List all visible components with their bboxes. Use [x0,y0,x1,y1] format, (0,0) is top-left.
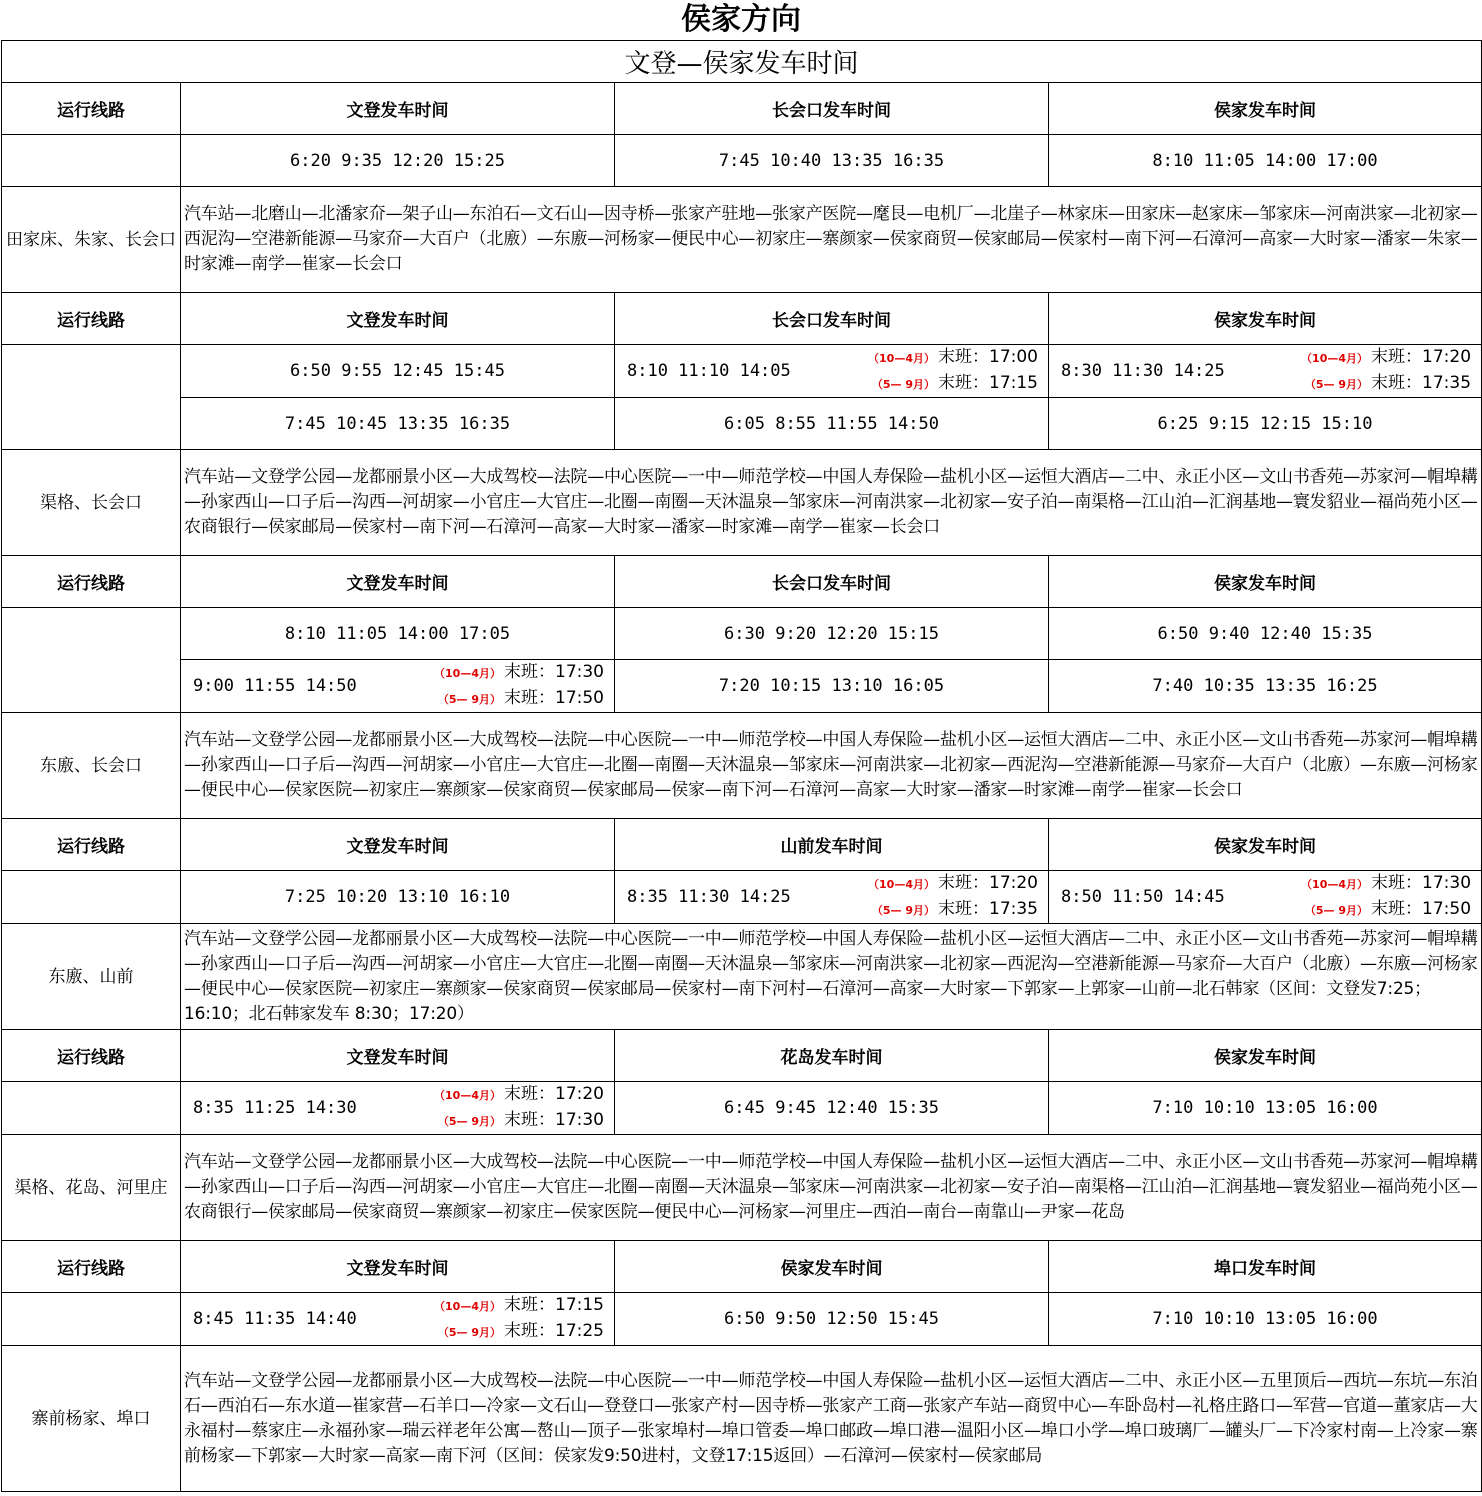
column-header: 侯家发车时间 [615,1241,1049,1293]
last-bus-time: 末班：17:35 [938,899,1038,919]
departure-times: 7:25 10:20 13:10 16:10 [284,887,511,907]
last-bus-info [1301,871,1471,923]
departure-times-with-last [615,345,1048,397]
blank-cell [2,1293,181,1346]
page-title: 侯家方向 [681,2,801,37]
blank-cell [2,345,181,450]
departure-times: 7:10 10:10 13:05 16:00 [1152,1309,1378,1329]
route-name: 渠格、花岛、河里庄 [2,1135,181,1241]
departure-times: 6:20 9:35 12:20 15:25 [290,150,505,171]
departure-times-cell [1049,660,1482,713]
time-row [2,345,1482,398]
column-header: 长会口发车时间 [615,83,1049,135]
departure-times-cell [1049,398,1482,450]
departure-times: 7:20 10:15 13:10 16:05 [718,676,945,696]
last-bus-line [434,1108,604,1134]
departure-times: 6:25 9:15 12:15 15:10 [1157,413,1373,434]
header-row [2,1241,1482,1293]
route-row [2,1135,1482,1241]
last-bus-line [1301,871,1471,897]
route-label: 运行线路 [2,819,181,871]
last-bus-line [868,371,1038,397]
departure-times-cell [615,345,1049,398]
column-header: 侯家发车时间 [1049,819,1482,871]
route-stops: 汽车站—北磨山—北潘家夼—架子山—东泊石—文石山—因寺桥—张家产驻地—张家产医院—麾艮—电机厂—北崖子—林家床—田家床—赵家床—邹家床—河南洪家—北初家—西泥沟—空港新能源—马家夼—大百户（北廒）—东廒—河杨家—便民中心—初家庄—寨颜家—侯家商贸—侯家邮局—侯家村—南下河—石漳河—高家—大时家—潘家—朱家—时家滩—南学—崔家—长会口 [181,187,1482,293]
column-header: 山前发车时间 [615,819,1049,871]
departure-times-cell [615,660,1049,713]
season-badge: （10—4月） [1301,878,1369,891]
departure-times: 8:30 11:30 14:25 [1061,361,1225,381]
departure-times: 7:40 10:35 13:35 16:25 [1152,676,1378,696]
route-label: 运行线路 [2,83,181,135]
departure-times-cell [181,1082,615,1135]
departure-times-cell [181,871,615,924]
departure-times: 6:45 9:45 12:40 15:35 [724,1098,939,1118]
column-header: 长会口发车时间 [615,293,1049,345]
departure-times-cell [615,135,1049,187]
departure-times-cell [181,1293,615,1346]
column-header: 文登发车时间 [181,1241,615,1293]
last-bus-line [434,1319,604,1345]
departure-times-with-last [615,871,1048,923]
schedule-table [1,40,1482,1492]
route-stops: 汽车站—文登学公园—龙都丽景小区—大成驾校—法院—中心医院—一中—师范学校—中国人寿保险—盐机小区—运恒大酒店—二中、永正小区—文山书香苑—苏家河—帽埠耩—孙家西山—口子后—沟西—河胡家—小官庄—大官庄—北圈—南圈—天沐温泉—邹家床—河南洪家—北初家—西泥沟—空港新能源—马家夼—大百户（北廒）—东廒—河杨家—便民中心—侯家医院—初家庄—寨颜家—侯家商贸—侯家邮局—侯家—南下河—石漳河—高家—大时家—潘家—时家滩—南学—崔家—长会口 [181,713,1482,819]
last-bus-line [434,1082,604,1108]
last-bus-time: 末班：17:30 [504,1110,604,1130]
season-badge: （5— 9月） [437,1115,501,1128]
departure-times-cell [181,135,615,187]
departure-times-with-last [181,1293,614,1345]
departure-times-cell [615,608,1049,660]
last-bus-time: 末班：17:00 [938,347,1038,367]
last-bus-line [434,686,604,712]
last-bus-line [868,871,1038,897]
last-bus-time: 末班：17:35 [1371,373,1472,393]
last-bus-time: 末班：17:50 [1371,899,1472,919]
last-bus-time: 末班：17:25 [504,1321,604,1341]
last-bus-line [1301,345,1471,371]
departure-times-cell [615,1082,1049,1135]
last-bus-time: 末班：17:15 [938,373,1038,393]
last-bus-info [868,345,1038,397]
departure-times-cell [615,871,1049,924]
route-name: 东廒、山前 [2,924,181,1030]
route-label: 运行线路 [2,1241,181,1293]
time-row [2,135,1482,187]
last-bus-time: 末班：17:15 [504,1295,604,1315]
season-badge: （5— 9月） [1304,378,1369,391]
blank-cell [2,135,181,187]
departure-times-cell [1049,608,1482,660]
departure-times: 6:50 9:50 12:50 15:45 [724,1309,939,1329]
route-row [2,924,1482,1030]
departure-times: 6:05 8:55 11:55 14:50 [724,413,939,434]
departure-times-with-last [1049,871,1481,923]
route-stops: 汽车站—文登学公园—龙都丽景小区—大成驾校—法院—中心医院—一中—师范学校—中国人寿保险—盐机小区—运恒大酒店—二中、永正小区—文山书香苑—苏家河—帽埠耩—孙家西山—口子后—沟西—河胡家—小官庄—大官庄—北圈—南圈—天沐温泉—邹家床—河南洪家—北初家—安子泊—南渠格—江山泊—汇润基地—寰发貂业—福尚苑小区—农商银行—侯家邮局—侯家商贸—寨颜家—初家庄—侯家医院—便民中心—河杨家—河里庄—西泊—南台—南靠山—尹家—花岛 [181,1135,1482,1241]
departure-times: 7:45 10:45 13:35 16:35 [284,413,511,434]
last-bus-time: 末班：17:30 [1371,873,1472,893]
route-row [2,1346,1482,1492]
route-name: 渠格、长会口 [2,450,181,556]
last-bus-info [1301,345,1471,397]
time-row [2,608,1482,660]
last-bus-info [434,1082,604,1134]
last-bus-line [868,345,1038,371]
last-bus-line [1301,897,1471,923]
time-row [2,1293,1482,1346]
column-header: 侯家发车时间 [1049,83,1482,135]
time-row [2,660,1482,713]
departure-times: 8:10 11:05 14:00 17:00 [1152,150,1378,171]
column-header: 侯家发车时间 [1049,1030,1482,1082]
last-bus-time: 末班：17:20 [1371,347,1472,367]
last-bus-time: 末班：17:30 [504,662,604,682]
column-header: 文登发车时间 [181,556,615,608]
season-badge: （5— 9月） [437,1326,501,1339]
last-bus-line [434,1293,604,1319]
departure-times: 8:10 11:05 14:00 17:05 [284,623,511,644]
last-bus-info [434,1293,604,1345]
column-header: 文登发车时间 [181,1030,615,1082]
departure-times-cell [181,608,615,660]
header-row [2,819,1482,871]
departure-times: 7:45 10:40 13:35 16:35 [718,150,945,171]
departure-times: 7:10 10:10 13:05 16:00 [1152,1098,1378,1118]
time-row [2,398,1482,450]
time-row [2,871,1482,924]
season-badge: （10—4月） [1301,352,1369,365]
route-row [2,713,1482,819]
route-row [2,187,1482,293]
departure-times-cell [1049,345,1482,398]
season-badge: （5— 9月） [871,378,935,391]
departure-times-cell [1049,135,1482,187]
route-label: 运行线路 [2,556,181,608]
route-stops: 汽车站—文登学公园—龙都丽景小区—大成驾校—法院—中心医院—一中—师范学校—中国人寿保险—盐机小区—运恒大酒店—二中、永正小区—文山书香苑—苏家河—帽埠耩—孙家西山—口子后—沟西—河胡家—小官庄—大官庄—北圈—南圈—天沐温泉—邹家床—河南洪家—北初家—安子泊—南渠格—江山泊—汇润基地—寰发貂业—福尚苑小区—农商银行—侯家邮局—侯家村—南下河—石漳河—高家—大时家—潘家—时家滩—南学—崔家—长会口 [181,450,1482,556]
season-badge: （10—4月） [868,878,935,891]
departure-times-cell [1049,871,1482,924]
time-row [2,1082,1482,1135]
route-stops: 汽车站—文登学公园—龙都丽景小区—大成驾校—法院—中心医院—一中—师范学校—中国人寿保险—盐机小区—运恒大酒店—二中、永正小区—五里顶后—西坑—东坑—东泊石—西泊石—东水道—崔家营—石羊口—冷家—文石山—登登口—张家产村—因寺桥—张家产工商—张家产车站—商贸中心—车卧岛村—礼格庄路口—军营—官道—董家店—大永福村—蔡家庄—永福孙家—瑞云祥老年公寓—嶅山—顶子—张家埠村—埠口管委—埠口邮政—埠口港—温阳小区—埠口小学—埠口玻璃厂—罐头厂—下冷家村南—上冷家—寨前杨家—下郭家—大时家—高家—南下河（区间：侯家发9:50进村，文登17:15返回）—石漳河—侯家村—侯家邮局 [181,1346,1482,1492]
route-row [2,450,1482,556]
column-header: 文登发车时间 [181,819,615,871]
season-badge: （10—4月） [868,352,935,365]
blank-cell [2,1082,181,1135]
departure-times: 8:10 11:10 14:05 [627,361,791,381]
header-row [2,293,1482,345]
column-header: 文登发车时间 [181,83,615,135]
departure-times: 6:50 9:40 12:40 15:35 [1157,623,1373,644]
last-bus-info [868,871,1038,923]
last-bus-time: 末班：17:20 [504,1084,604,1104]
season-badge: （5— 9月） [871,904,935,917]
departure-times-cell [615,398,1049,450]
departure-times: 8:50 11:50 14:45 [1061,887,1225,907]
header-row [2,556,1482,608]
last-bus-line [1301,371,1471,397]
column-header: 文登发车时间 [181,293,615,345]
header-row [2,83,1482,135]
route-label: 运行线路 [2,293,181,345]
last-bus-time: 末班：17:20 [938,873,1038,893]
departure-times-cell [181,398,615,450]
departure-times: 9:00 11:55 14:50 [193,676,357,696]
departure-times-cell [181,345,615,398]
route-name: 寨前杨家、埠口 [2,1346,181,1492]
departure-times-with-last [181,1082,614,1134]
column-header: 侯家发车时间 [1049,293,1482,345]
departure-times: 8:35 11:25 14:30 [193,1098,357,1118]
blank-cell [2,608,181,713]
season-badge: （10—4月） [434,1300,501,1313]
season-badge: （10—4月） [434,667,501,680]
schedule-subtitle: 文登—侯家发车时间 [2,41,1482,83]
route-name: 田家床、朱家、长会口 [2,187,181,293]
season-badge: （5— 9月） [437,693,501,706]
departure-times-cell [1049,1293,1482,1346]
route-name: 东廒、长会口 [2,713,181,819]
season-badge: （10—4月） [434,1089,501,1102]
departure-times-cell [181,660,615,713]
header-row [2,1030,1482,1082]
departure-times-cell [615,1293,1049,1346]
departure-times-with-last [1049,345,1481,397]
departure-times-cell [1049,1082,1482,1135]
departure-times: 6:50 9:55 12:45 15:45 [290,361,505,381]
last-bus-info [434,660,604,712]
last-bus-line [434,660,604,686]
column-header: 花岛发车时间 [615,1030,1049,1082]
departure-times: 8:35 11:30 14:25 [627,887,791,907]
departure-times: 8:45 11:35 14:40 [193,1309,357,1329]
column-header: 埠口发车时间 [1049,1241,1482,1293]
season-badge: （5— 9月） [1304,904,1369,917]
departure-times: 6:30 9:20 12:20 15:15 [724,623,939,644]
last-bus-line [868,897,1038,923]
blank-cell [2,871,181,924]
last-bus-time: 末班：17:50 [504,688,604,708]
route-label: 运行线路 [2,1030,181,1082]
route-stops: 汽车站—文登学公园—龙都丽景小区—大成驾校—法院—中心医院—一中—师范学校—中国人寿保险—盐机小区—运恒大酒店—二中、永正小区—文山书香苑—苏家河—帽埠耩—孙家西山—口子后—沟西—河胡家—小官庄—大官庄—北圈—南圈—天沐温泉—邹家床—河南洪家—北初家—西泥沟—空港新能源—马家夼—大百户（北廒）—东廒—河杨家—便民中心—侯家医院—初家庄—寨颜家—侯家商贸—侯家邮局—侯家村—南下河村—石漳河—高家—大时家—下郭家—上郭家—山前—北石韩家（区间：文登发7:25；16:10；北石韩家发车 8:30；17:20） [181,924,1482,1030]
column-header: 侯家发车时间 [1049,556,1482,608]
column-header: 长会口发车时间 [615,556,1049,608]
departure-times-with-last [181,660,614,712]
